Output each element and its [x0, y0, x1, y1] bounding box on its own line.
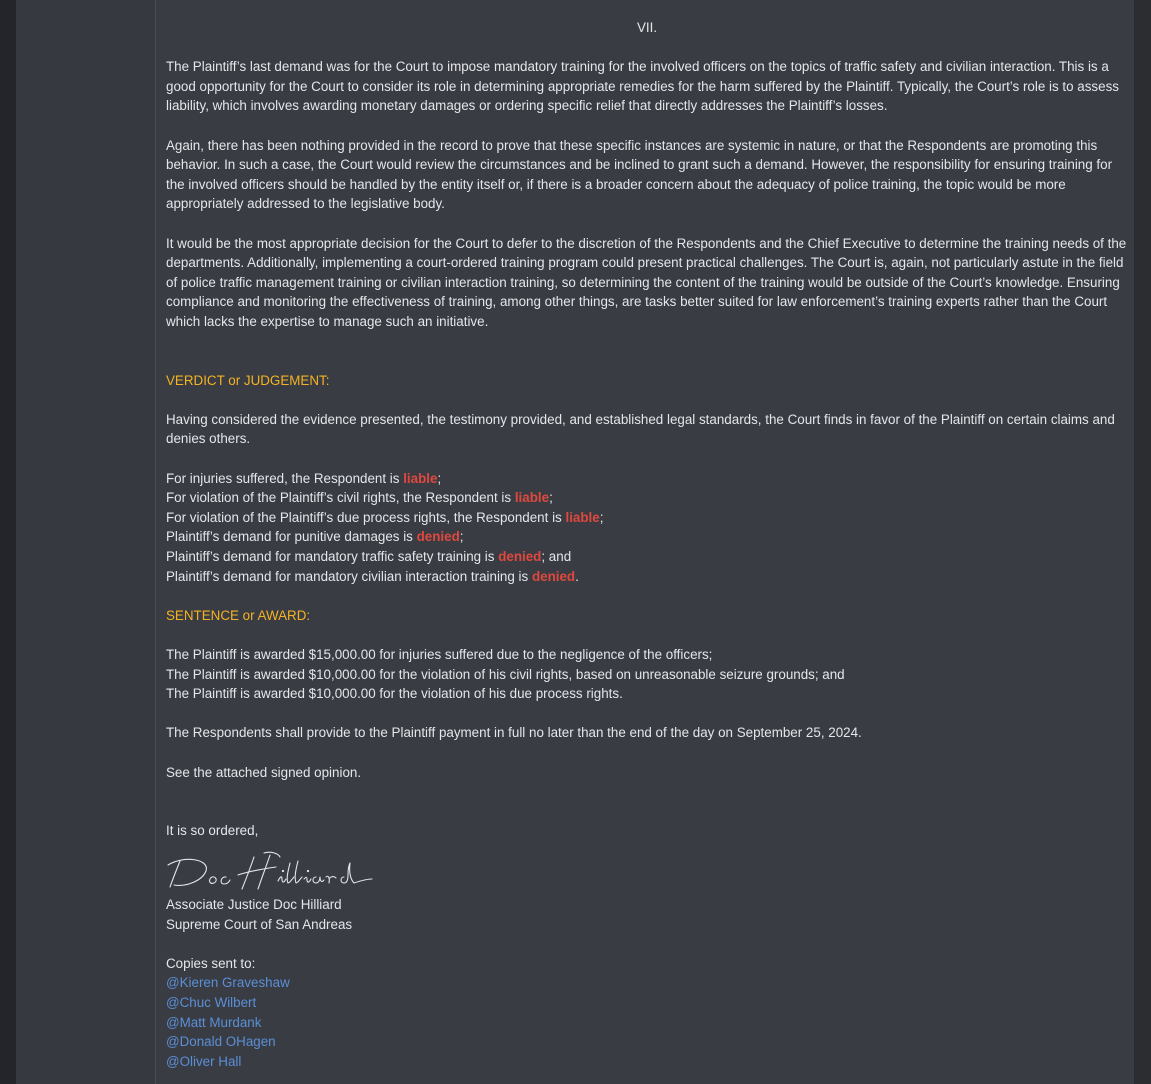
verdict-item: For violation of the Plaintiff’s due process rights, the Respondent is liable;: [166, 509, 604, 525]
verdict-result: liable: [514, 490, 550, 506]
spacer: [166, 351, 1128, 371]
verdict-heading: VERDICT or JUDGEMENT:: [166, 372, 330, 388]
mention-link[interactable]: @Kieren Graveshaw: [166, 975, 290, 991]
mention-link[interactable]: @Matt Murdank: [166, 1014, 262, 1030]
paragraph-1: The Plaintiff’s last demand was for the Court to impose mandatory training for the involved officers on the topics of traffic safety and civilian interaction. This is a good opportunity for the Court to consider its role in determining appropriate remedies for the harm suffered by the Plaintiff. Typically, the Court’s role is to assess liability, which involves awarding monetary damages or ordering specific relief that directly addresses the Plaintiff’s losses.: [166, 59, 1119, 114]
left-gutter: [0, 0, 16, 1084]
verdict-item: For injuries suffered, the Respondent is liable;: [166, 470, 442, 486]
copies-label: Copies sent to:: [166, 955, 256, 971]
verdict-item: Plaintiff’s demand for mandatory civilian interaction training is denied.: [166, 568, 579, 584]
signer-title: Associate Justice Doc Hilliard: [166, 896, 342, 912]
copies-block: [166, 954, 1128, 1072]
verdict-item: Plaintiff’s demand for punitive damages is denied;: [166, 529, 464, 545]
verdict-result: liable: [403, 470, 438, 486]
post-content: [166, 18, 1128, 1071]
court-name: Supreme Court of San Andreas: [166, 916, 353, 932]
mention-link[interactable]: @Oliver Hall: [166, 1053, 242, 1069]
signer-block: [166, 895, 1128, 934]
right-gutter: [1134, 0, 1151, 1084]
mention-link[interactable]: @Chuc Wilbert: [166, 994, 257, 1010]
verdict-item: Plaintiff’s demand for mandatory traffic safety training is denied; and: [166, 549, 572, 565]
award-item: The Plaintiff is awarded $10,000.00 for the violation of his civil rights, based on unreasonable seizure grounds; and: [166, 666, 845, 682]
spacer: [166, 802, 1128, 822]
section-number: VII.: [636, 20, 658, 35]
verdict-result: denied: [531, 568, 576, 584]
verdict-result: liable: [565, 509, 600, 525]
verdict-result: denied: [498, 549, 542, 565]
mention-link[interactable]: @Donald OHagen: [166, 1034, 276, 1050]
verdict-intro: Having considered the evidence presented, the testimony provided, and established legal standards, the Court finds in favor of the Plaintiff on certain claims and denies others.: [166, 411, 1115, 447]
signature-icon: [166, 849, 376, 895]
post-author-column: [16, 0, 156, 1084]
so-ordered: It is so ordered,: [166, 823, 259, 839]
attached-opinion: See the attached signed opinion.: [166, 764, 362, 780]
verdict-result: denied: [416, 529, 460, 545]
paragraph-3: It would be the most appropriate decision for the Court to defer to the discretion of the Respondents and the Chief Executive to determine the training needs of the departments. Additionally, implementing a court-ordered training program could present practical challenges. The Court is, again, not particularly astute in the field of police traffic management training or civilian interaction training, so determining the content of the training would be outside of the Court’s knowledge. Ensuring compliance and monitoring the effectiveness of training, among other things, are tasks better suited for law enforcement’s training experts rather than the Court which lacks the expertise to manage such an initiative.: [166, 235, 1127, 329]
signature-image: [166, 849, 1128, 895]
verdict-list: [166, 469, 1128, 587]
award-list: [166, 645, 1128, 704]
verdict-item: For violation of the Plaintiff’s civil rights, the Respondent is liable;: [166, 490, 553, 506]
award-item: The Plaintiff is awarded $15,000.00 for injuries suffered due to the negligence of the officers;: [166, 647, 713, 662]
sentence-heading: SENTENCE or AWARD:: [166, 607, 311, 623]
award-item: The Plaintiff is awarded $10,000.00 for the violation of his due process rights.: [166, 686, 623, 702]
payment-deadline: The Respondents shall provide to the Plaintiff payment in full no later than the end of the day on September 25, 2024.: [166, 725, 862, 741]
paragraph-2: Again, there has been nothing provided in the record to prove that these specific instances are systemic in nature, or that the Respondents are promoting this behavior. In such a case, the Court would review the circumstances and be inclined to grant such a demand. However, the responsibility for ensuring training for the involved officers should be handled by the entity itself or, if there is a broader concern about the adequacy of police training, the topic would be more appropriately addressed to the legislative body.: [166, 137, 1113, 212]
